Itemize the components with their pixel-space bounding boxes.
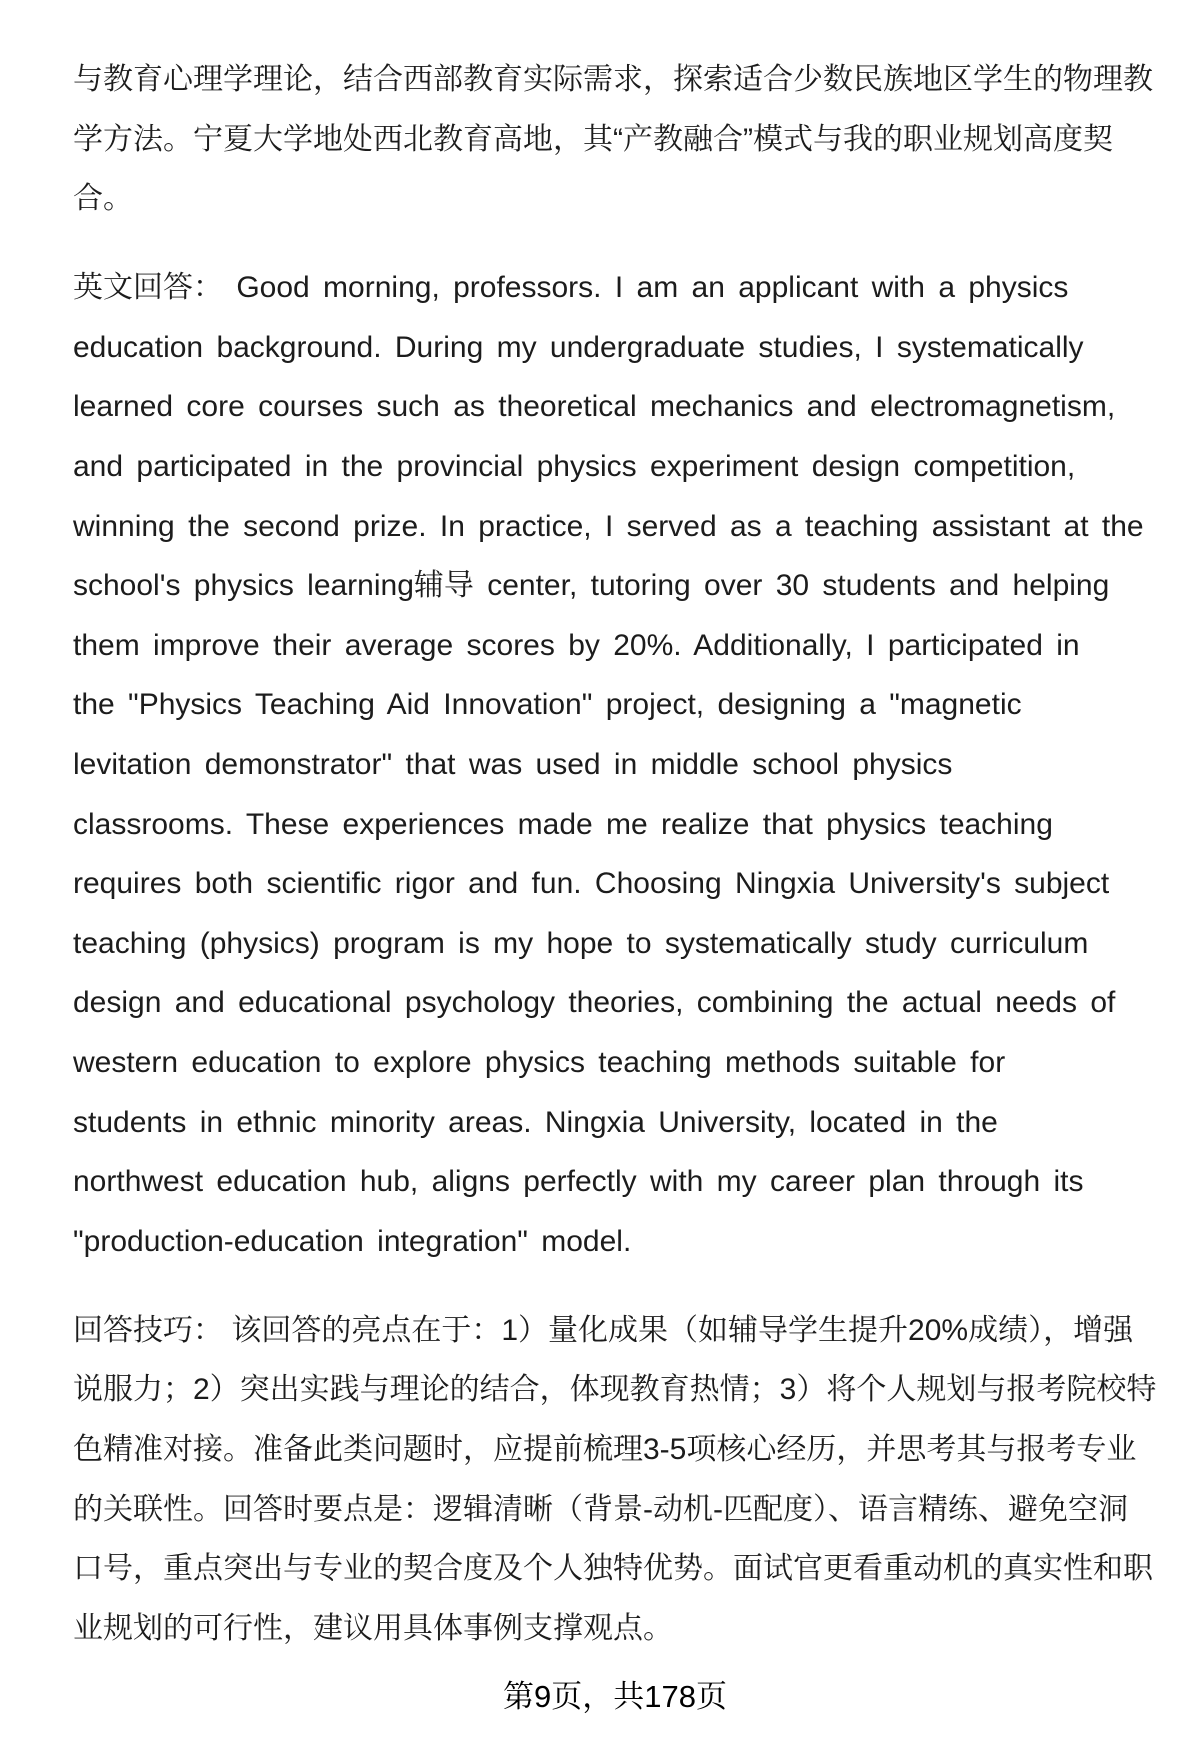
text-line: 与教育心理学理论，结合西部教育实际需求，探索适合少数民族地区学生的物理教	[73, 63, 1153, 96]
text-line: 业规划的可行性，建议用具体事例支撑观点。	[73, 1611, 673, 1645]
text-line: design and educational psychology theories, combining the actual needs of	[73, 986, 1116, 1020]
text-line: and participated in the provincial physics experiment design competition,	[73, 450, 1076, 484]
text-line: education background. During my undergraduate studies, I systematically	[73, 330, 1084, 364]
paragraph-chinese-continuation	[73, 50, 1173, 229]
text-line: northwest education hub, aligns perfectly with my career plan through its	[73, 1165, 1084, 1199]
text-line: 色精准对接。准备此类问题时，应提前梳理3-5项核心经历，并思考其与报考专业	[73, 1433, 1137, 1467]
text-line: students in ethnic minority areas. Ningxia University, located in the	[73, 1105, 998, 1139]
text-line: 学方法。宁夏大学地处西北教育高地，其“产教融合”模式与我的职业规划高度契	[73, 122, 1113, 156]
text-line: the "Physics Teaching Aid Innovation" project, designing a "magnetic	[73, 688, 1022, 722]
text-line: school's physics learning辅导 center, tutoring over 30 students and helping	[73, 569, 1110, 603]
text-line: 英文回答： Good morning, professors. I am an applicant with a physics	[73, 271, 1069, 305]
text-line: teaching (physics) program is my hope to systematically study curriculum	[73, 926, 1089, 960]
text-line: requires both scientific rigor and fun. Choosing Ningxia University's subject	[73, 867, 1110, 901]
page-number-footer: 第9页，共178页	[503, 1679, 727, 1714]
text-line: classrooms. These experiences made me realize that physics teaching	[73, 807, 1053, 841]
document-body	[73, 50, 1173, 1658]
paragraph-english-answer	[73, 258, 1173, 1271]
text-line: "production-education integration" model.	[73, 1224, 632, 1258]
text-line: 的关联性。回答时要点是：逻辑清晰（背景-动机-匹配度）、语言精练、避免空洞	[73, 1492, 1128, 1526]
text-line: levitation demonstrator" that was used in middle school physics	[73, 748, 953, 782]
paragraph-answer-tips	[73, 1301, 1173, 1659]
text-line: 口号，重点突出与专业的契合度及个人独特优势。面试官更看重动机的真实性和职	[73, 1552, 1153, 1586]
text-line: them improve their average scores by 20%. Additionally, I participated in	[73, 628, 1080, 662]
text-line: 说服力；2）突出实践与理论的结合，体现教育热情；3）将个人规划与报考院校特	[73, 1373, 1157, 1407]
text-line: 合。	[73, 182, 133, 216]
text-line: learned core courses such as theoretical mechanics and electromagnetism,	[73, 390, 1116, 424]
text-line: 回答技巧： 该回答的亮点在于：1）量化成果（如辅导学生提升20%成绩），增强	[73, 1313, 1134, 1347]
text-line: winning the second prize. In practice, I served as a teaching assistant at the	[73, 509, 1144, 543]
text-line: western education to explore physics teaching methods suitable for	[73, 1046, 1006, 1079]
